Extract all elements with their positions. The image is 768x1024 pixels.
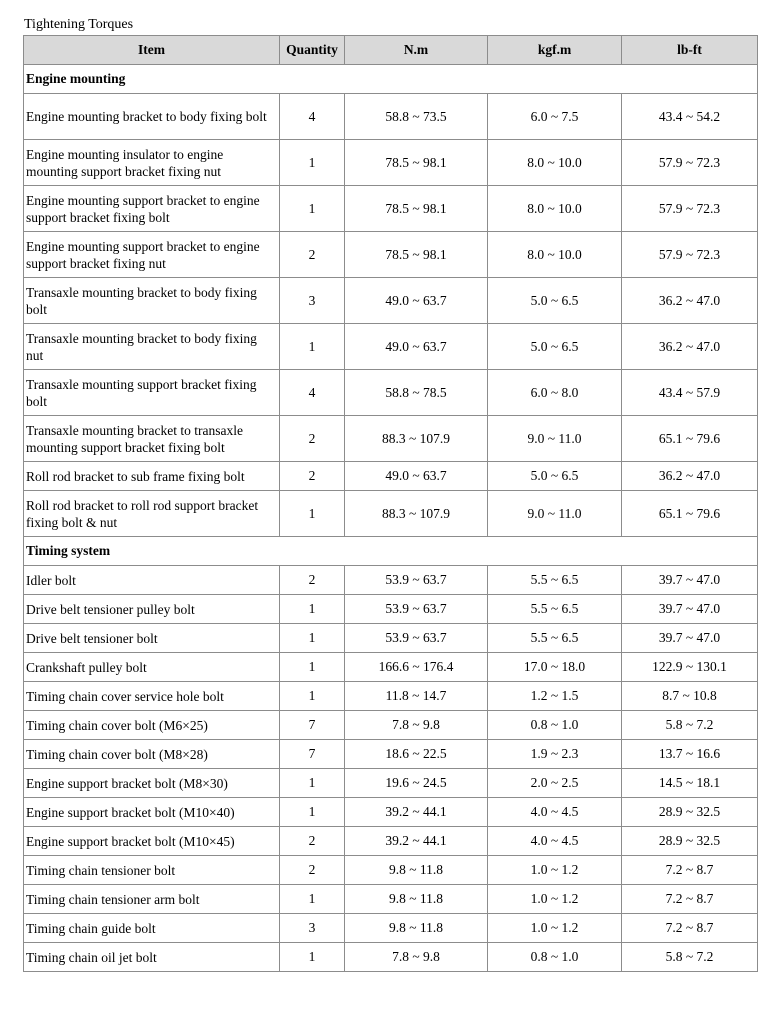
cell-nm: 88.3 ~ 107.9 bbox=[345, 416, 488, 462]
cell-kgfm: 0.8 ~ 1.0 bbox=[488, 711, 622, 740]
cell-item: Drive belt tensioner bolt bbox=[24, 624, 280, 653]
cell-nm: 19.6 ~ 24.5 bbox=[345, 769, 488, 798]
cell-item: Timing chain tensioner arm bolt bbox=[24, 885, 280, 914]
cell-quantity: 7 bbox=[280, 711, 345, 740]
cell-lbft: 7.2 ~ 8.7 bbox=[622, 885, 758, 914]
cell-lbft: 14.5 ~ 18.1 bbox=[622, 769, 758, 798]
cell-quantity: 4 bbox=[280, 370, 345, 416]
section-engine-mounting: Engine mounting bbox=[24, 65, 758, 94]
cell-quantity: 2 bbox=[280, 416, 345, 462]
table-row bbox=[24, 914, 758, 943]
cell-item: Engine mounting insulator to engine mounting support bracket fixing nut bbox=[24, 140, 280, 186]
cell-nm: 9.8 ~ 11.8 bbox=[345, 914, 488, 943]
cell-kgfm: 5.5 ~ 6.5 bbox=[488, 566, 622, 595]
cell-nm: 53.9 ~ 63.7 bbox=[345, 595, 488, 624]
cell-lbft: 36.2 ~ 47.0 bbox=[622, 324, 758, 370]
table-row bbox=[24, 595, 758, 624]
cell-item: Engine mounting support bracket to engine support bracket fixing nut bbox=[24, 232, 280, 278]
cell-lbft: 36.2 ~ 47.0 bbox=[622, 462, 758, 491]
table-row bbox=[24, 416, 758, 462]
table-row bbox=[24, 653, 758, 682]
header-quantity: Quantity bbox=[280, 36, 345, 65]
table-body bbox=[24, 65, 758, 972]
section-timing-system: Timing system bbox=[24, 537, 758, 566]
cell-lbft: 7.2 ~ 8.7 bbox=[622, 914, 758, 943]
cell-lbft: 39.7 ~ 47.0 bbox=[622, 624, 758, 653]
table-row bbox=[24, 740, 758, 769]
cell-lbft: 5.8 ~ 7.2 bbox=[622, 943, 758, 972]
cell-quantity: 1 bbox=[280, 885, 345, 914]
cell-quantity: 1 bbox=[280, 491, 345, 537]
cell-item: Idler bolt bbox=[24, 566, 280, 595]
cell-quantity: 2 bbox=[280, 462, 345, 491]
cell-lbft: 28.9 ~ 32.5 bbox=[622, 827, 758, 856]
cell-item: Transaxle mounting bracket to body fixing bolt bbox=[24, 278, 280, 324]
cell-kgfm: 5.0 ~ 6.5 bbox=[488, 278, 622, 324]
table-row bbox=[24, 566, 758, 595]
cell-kgfm: 1.0 ~ 1.2 bbox=[488, 914, 622, 943]
cell-item: Transaxle mounting bracket to transaxle mounting support bracket fixing bolt bbox=[24, 416, 280, 462]
table-row bbox=[24, 769, 758, 798]
torque-table bbox=[23, 35, 758, 972]
cell-kgfm: 1.0 ~ 1.2 bbox=[488, 856, 622, 885]
cell-quantity: 2 bbox=[280, 566, 345, 595]
table-row bbox=[24, 827, 758, 856]
table-row bbox=[24, 94, 758, 140]
table-row bbox=[24, 624, 758, 653]
cell-nm: 7.8 ~ 9.8 bbox=[345, 711, 488, 740]
cell-quantity: 1 bbox=[280, 943, 345, 972]
cell-kgfm: 5.5 ~ 6.5 bbox=[488, 595, 622, 624]
table-row bbox=[24, 798, 758, 827]
cell-lbft: 43.4 ~ 57.9 bbox=[622, 370, 758, 416]
cell-kgfm: 1.2 ~ 1.5 bbox=[488, 682, 622, 711]
cell-quantity: 2 bbox=[280, 827, 345, 856]
cell-item: Drive belt tensioner pulley bolt bbox=[24, 595, 280, 624]
table-row bbox=[24, 140, 758, 186]
cell-quantity: 1 bbox=[280, 769, 345, 798]
table-row bbox=[24, 885, 758, 914]
cell-kgfm: 8.0 ~ 10.0 bbox=[488, 232, 622, 278]
cell-quantity: 1 bbox=[280, 798, 345, 827]
cell-item: Engine mounting bracket to body fixing bolt bbox=[24, 94, 280, 140]
cell-quantity: 1 bbox=[280, 324, 345, 370]
cell-nm: 7.8 ~ 9.8 bbox=[345, 943, 488, 972]
cell-nm: 53.9 ~ 63.7 bbox=[345, 566, 488, 595]
cell-nm: 49.0 ~ 63.7 bbox=[345, 462, 488, 491]
cell-lbft: 65.1 ~ 79.6 bbox=[622, 491, 758, 537]
cell-nm: 53.9 ~ 63.7 bbox=[345, 624, 488, 653]
cell-quantity: 1 bbox=[280, 682, 345, 711]
cell-kgfm: 9.0 ~ 11.0 bbox=[488, 491, 622, 537]
cell-kgfm: 5.0 ~ 6.5 bbox=[488, 324, 622, 370]
cell-quantity: 2 bbox=[280, 232, 345, 278]
cell-item: Transaxle mounting bracket to body fixing nut bbox=[24, 324, 280, 370]
table-row bbox=[24, 186, 758, 232]
cell-item: Engine support bracket bolt (M10×40) bbox=[24, 798, 280, 827]
cell-quantity: 1 bbox=[280, 624, 345, 653]
cell-kgfm: 2.0 ~ 2.5 bbox=[488, 769, 622, 798]
cell-nm: 78.5 ~ 98.1 bbox=[345, 232, 488, 278]
section-row bbox=[24, 65, 758, 94]
cell-lbft: 122.9 ~ 130.1 bbox=[622, 653, 758, 682]
cell-lbft: 5.8 ~ 7.2 bbox=[622, 711, 758, 740]
table-row bbox=[24, 682, 758, 711]
cell-nm: 58.8 ~ 73.5 bbox=[345, 94, 488, 140]
cell-nm: 78.5 ~ 98.1 bbox=[345, 186, 488, 232]
cell-kgfm: 1.9 ~ 2.3 bbox=[488, 740, 622, 769]
cell-quantity: 1 bbox=[280, 595, 345, 624]
cell-kgfm: 9.0 ~ 11.0 bbox=[488, 416, 622, 462]
cell-lbft: 43.4 ~ 54.2 bbox=[622, 94, 758, 140]
table-row bbox=[24, 278, 758, 324]
table-row bbox=[24, 856, 758, 885]
cell-nm: 78.5 ~ 98.1 bbox=[345, 140, 488, 186]
cell-item: Timing chain oil jet bolt bbox=[24, 943, 280, 972]
cell-item: Roll rod bracket to roll rod support bracket fixing bolt & nut bbox=[24, 491, 280, 537]
table-row bbox=[24, 491, 758, 537]
table-row bbox=[24, 462, 758, 491]
cell-quantity: 3 bbox=[280, 278, 345, 324]
cell-nm: 9.8 ~ 11.8 bbox=[345, 885, 488, 914]
cell-item: Crankshaft pulley bolt bbox=[24, 653, 280, 682]
cell-kgfm: 1.0 ~ 1.2 bbox=[488, 885, 622, 914]
cell-kgfm: 8.0 ~ 10.0 bbox=[488, 140, 622, 186]
cell-quantity: 1 bbox=[280, 186, 345, 232]
cell-nm: 39.2 ~ 44.1 bbox=[345, 798, 488, 827]
cell-lbft: 8.7 ~ 10.8 bbox=[622, 682, 758, 711]
cell-lbft: 57.9 ~ 72.3 bbox=[622, 232, 758, 278]
cell-nm: 39.2 ~ 44.1 bbox=[345, 827, 488, 856]
cell-lbft: 13.7 ~ 16.6 bbox=[622, 740, 758, 769]
cell-item: Transaxle mounting support bracket fixing bolt bbox=[24, 370, 280, 416]
cell-lbft: 39.7 ~ 47.0 bbox=[622, 566, 758, 595]
cell-item: Timing chain guide bolt bbox=[24, 914, 280, 943]
cell-item: Roll rod bracket to sub frame fixing bolt bbox=[24, 462, 280, 491]
cell-lbft: 28.9 ~ 32.5 bbox=[622, 798, 758, 827]
cell-kgfm: 4.0 ~ 4.5 bbox=[488, 798, 622, 827]
header-lbft: lb-ft bbox=[622, 36, 758, 65]
cell-kgfm: 4.0 ~ 4.5 bbox=[488, 827, 622, 856]
cell-lbft: 36.2 ~ 47.0 bbox=[622, 278, 758, 324]
cell-quantity: 7 bbox=[280, 740, 345, 769]
table-row bbox=[24, 232, 758, 278]
cell-nm: 18.6 ~ 22.5 bbox=[345, 740, 488, 769]
cell-item: Timing chain cover bolt (M8×28) bbox=[24, 740, 280, 769]
header-kgfm: kgf.m bbox=[488, 36, 622, 65]
cell-item: Engine support bracket bolt (M8×30) bbox=[24, 769, 280, 798]
cell-item: Timing chain cover bolt (M6×25) bbox=[24, 711, 280, 740]
section-row bbox=[24, 537, 758, 566]
cell-lbft: 65.1 ~ 79.6 bbox=[622, 416, 758, 462]
cell-quantity: 1 bbox=[280, 653, 345, 682]
table-row bbox=[24, 370, 758, 416]
cell-kgfm: 6.0 ~ 8.0 bbox=[488, 370, 622, 416]
cell-lbft: 39.7 ~ 47.0 bbox=[622, 595, 758, 624]
table-row bbox=[24, 324, 758, 370]
cell-kgfm: 17.0 ~ 18.0 bbox=[488, 653, 622, 682]
cell-kgfm: 5.0 ~ 6.5 bbox=[488, 462, 622, 491]
cell-lbft: 57.9 ~ 72.3 bbox=[622, 186, 758, 232]
cell-lbft: 57.9 ~ 72.3 bbox=[622, 140, 758, 186]
table-row bbox=[24, 943, 758, 972]
cell-nm: 9.8 ~ 11.8 bbox=[345, 856, 488, 885]
header-row bbox=[24, 36, 758, 65]
cell-item: Engine mounting support bracket to engine support bracket fixing bolt bbox=[24, 186, 280, 232]
table-row bbox=[24, 711, 758, 740]
cell-item: Engine support bracket bolt (M10×45) bbox=[24, 827, 280, 856]
cell-nm: 11.8 ~ 14.7 bbox=[345, 682, 488, 711]
cell-nm: 58.8 ~ 78.5 bbox=[345, 370, 488, 416]
cell-nm: 88.3 ~ 107.9 bbox=[345, 491, 488, 537]
cell-item: Timing chain tensioner bolt bbox=[24, 856, 280, 885]
cell-kgfm: 6.0 ~ 7.5 bbox=[488, 94, 622, 140]
cell-kgfm: 5.5 ~ 6.5 bbox=[488, 624, 622, 653]
cell-nm: 49.0 ~ 63.7 bbox=[345, 278, 488, 324]
cell-quantity: 3 bbox=[280, 914, 345, 943]
cell-nm: 49.0 ~ 63.7 bbox=[345, 324, 488, 370]
header-nm: N.m bbox=[345, 36, 488, 65]
cell-quantity: 1 bbox=[280, 140, 345, 186]
page-title: Tightening Torques bbox=[24, 17, 134, 32]
cell-lbft: 7.2 ~ 8.7 bbox=[622, 856, 758, 885]
cell-item: Timing chain cover service hole bolt bbox=[24, 682, 280, 711]
cell-kgfm: 8.0 ~ 10.0 bbox=[488, 186, 622, 232]
cell-quantity: 2 bbox=[280, 856, 345, 885]
cell-kgfm: 0.8 ~ 1.0 bbox=[488, 943, 622, 972]
header-item: Item bbox=[24, 36, 280, 65]
cell-quantity: 4 bbox=[280, 94, 345, 140]
cell-nm: 166.6 ~ 176.4 bbox=[345, 653, 488, 682]
